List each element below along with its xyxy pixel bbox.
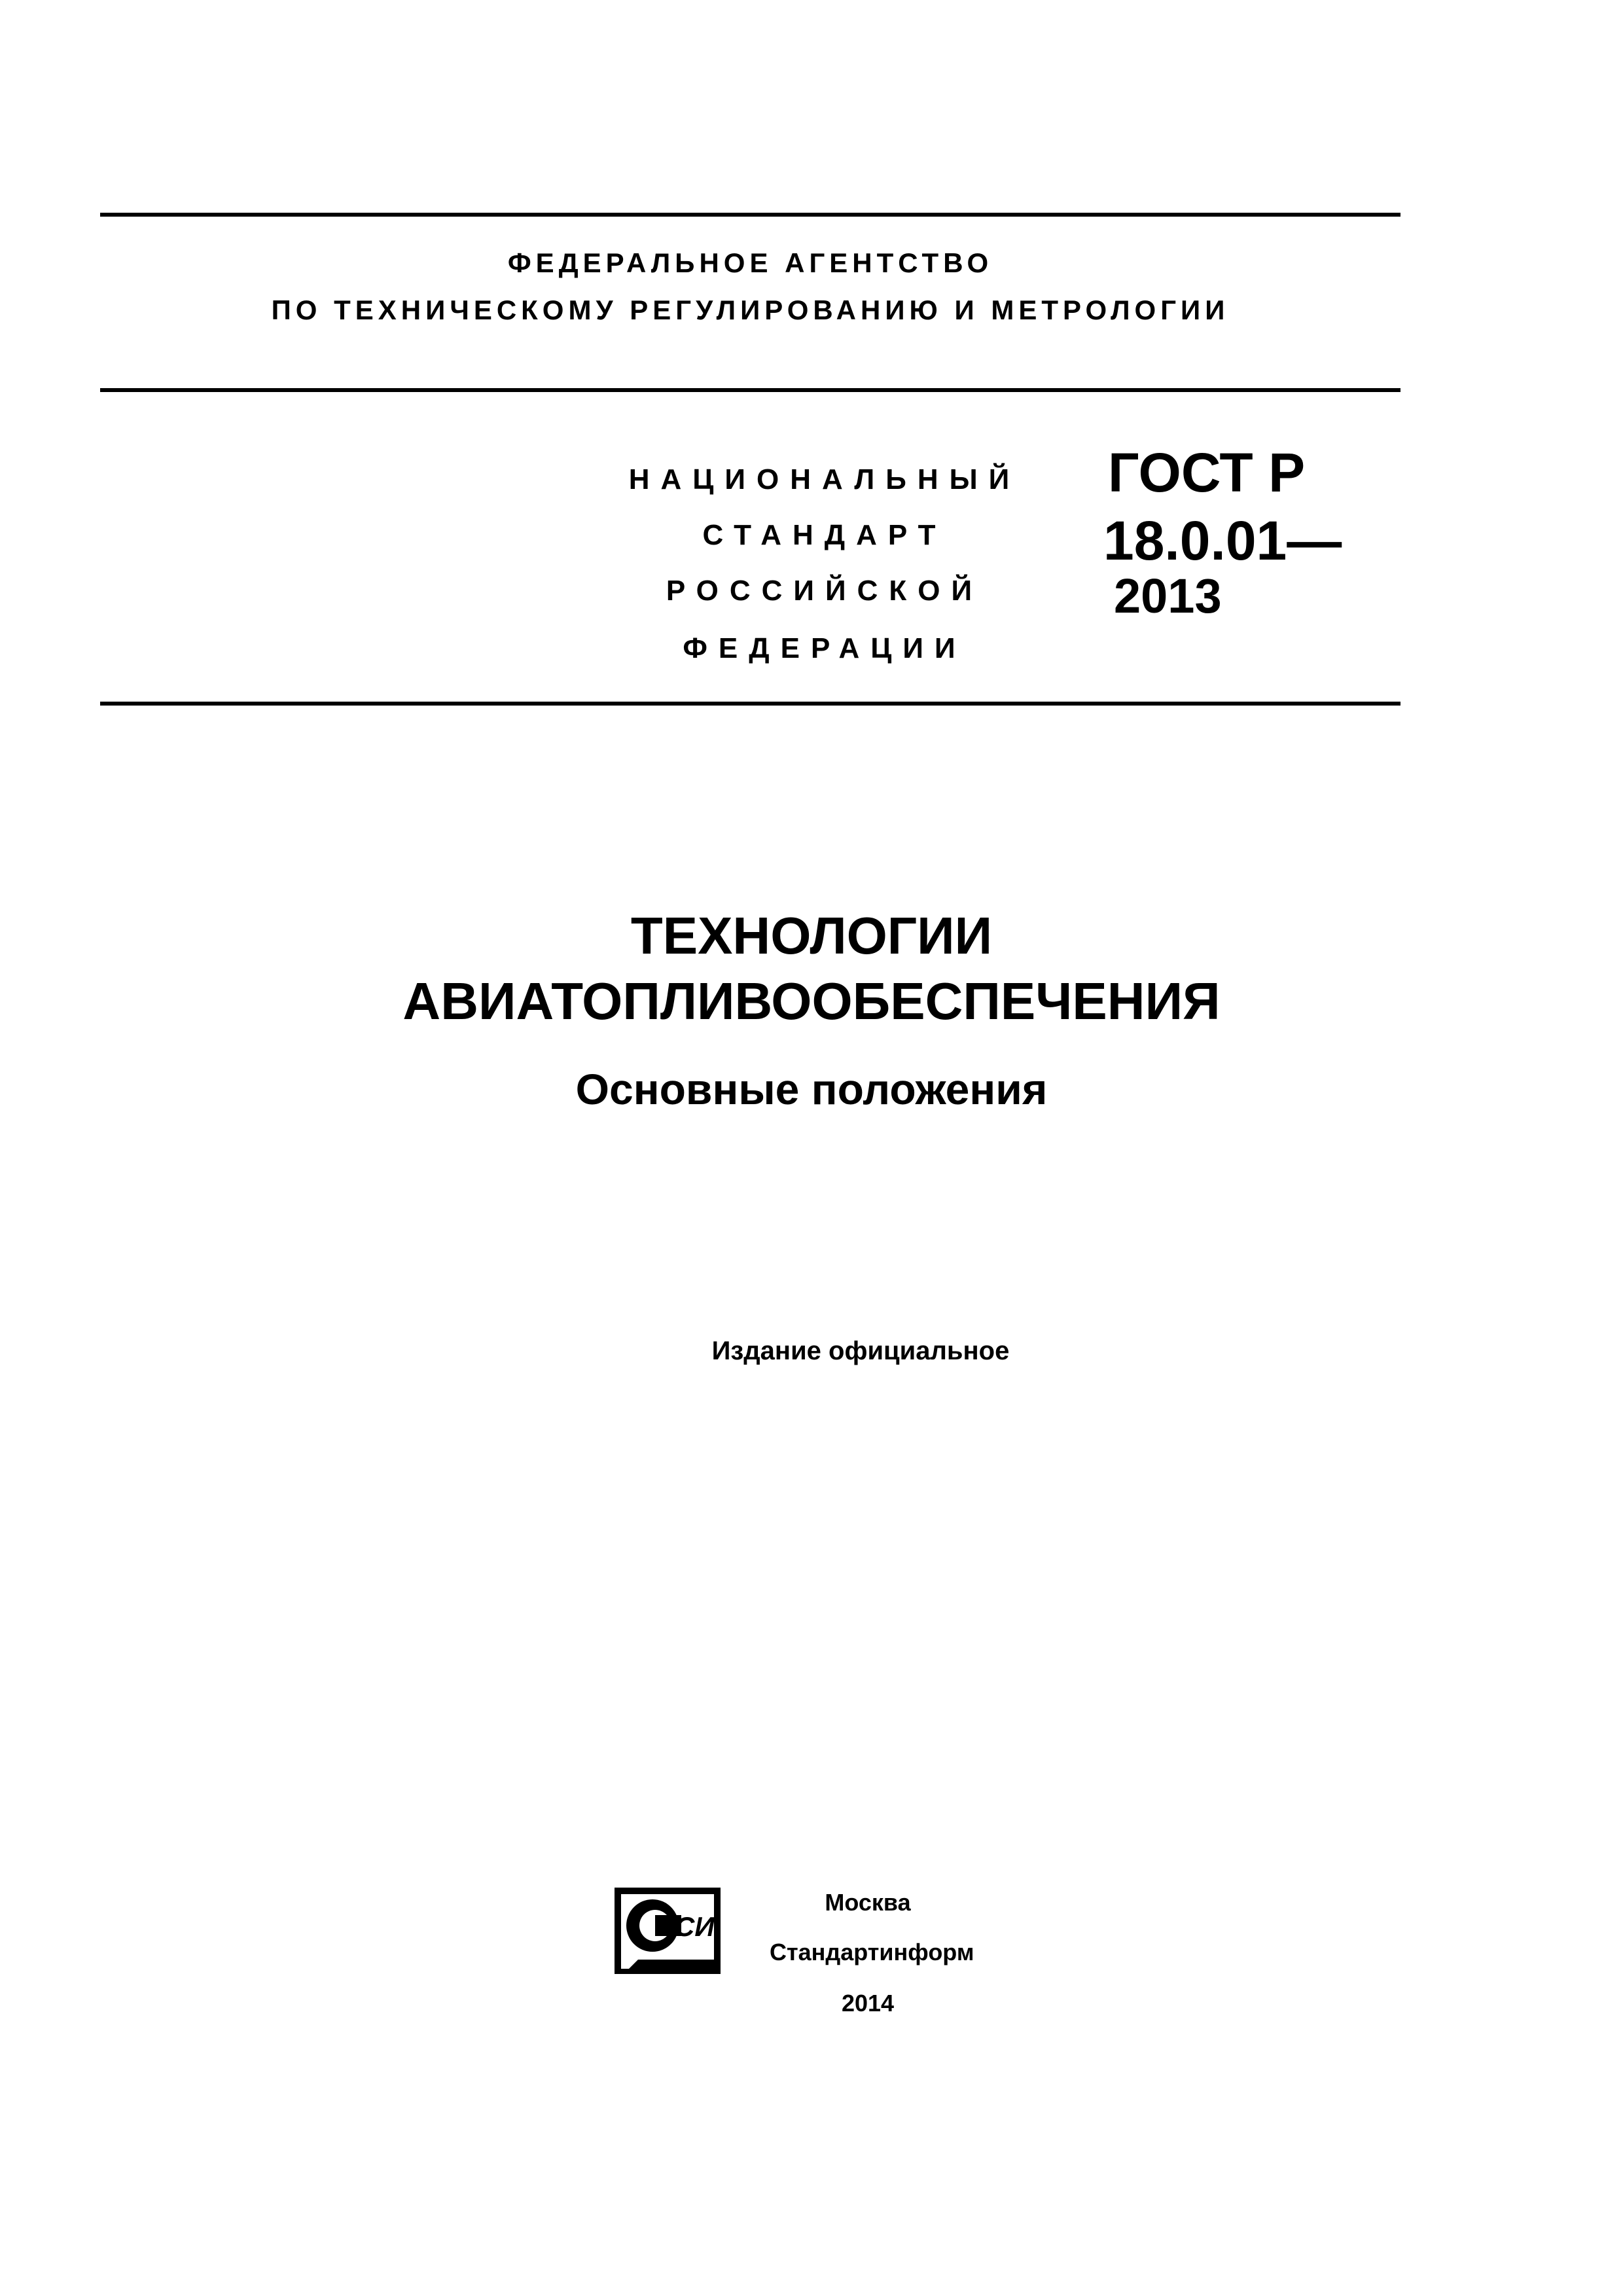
document-title-line-1: ТЕХНОЛОГИИ [630,906,993,965]
middle-divider [100,388,1400,392]
publication-year: 2014 [841,1990,895,2017]
standard-type-line-1: НАЦИОНАЛЬНЫЙ [628,463,1021,495]
edition-note: Издание официальное [711,1336,1010,1365]
standard-designation-prefix: ГОСТ Р [1108,442,1306,503]
logo-text: СИ [675,1911,715,1942]
bottom-divider [100,702,1400,706]
publication-city: Москва [825,1889,911,1916]
document-title-line-2: АВИАТОПЛИВООБЕСПЕЧЕНИЯ [402,972,1221,1030]
standard-type-line-4: ФЕДЕРАЦИИ [683,632,967,664]
standard-designation-number: 18.0.01— [1103,510,1342,571]
agency-name-line-2: ПО ТЕХНИЧЕСКОМУ РЕГУЛИРОВАНИЮ И МЕТРОЛОГИИ [271,295,1230,325]
standard-designation-year: 2013 [1114,569,1222,623]
standartinform-logo-icon [612,1885,723,1977]
top-divider [100,213,1400,217]
agency-name-line-1: ФЕДЕРАЛЬНОЕ АГЕНТСТВО [507,247,993,278]
publisher-name: Стандартинформ [770,1939,974,1965]
document-subtitle: Основные положения [575,1065,1048,1113]
standard-type-line-3: РОССИЙСКОЙ [666,575,984,607]
standard-type-line-2: СТАНДАРТ [702,519,947,551]
